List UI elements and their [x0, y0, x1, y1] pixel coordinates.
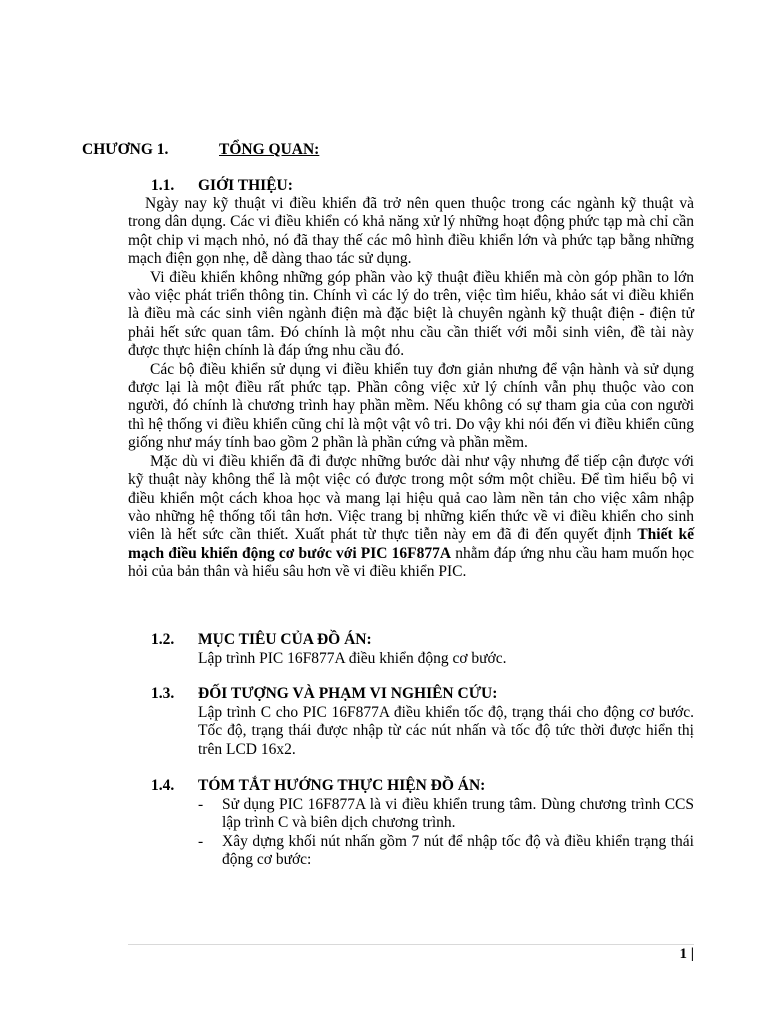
chapter-heading [82, 141, 319, 159]
intro-paragraph-3: Các bộ điều khiển sử dụng vi điều khiển tuy đơn giản nhưng để vận hành và sử dụng được lại là một điều rất phức tạp. Phần công việc xử lý chính vẫn phụ thuộc vào con người, đó chính là chương trình hay phần mềm. Nếu không có sự tham gia của con người thì hệ thống vi điều khiển cũng chỉ là một vật vô tri. Do vậy khi nói đến vi điều khiển cũng giống như máy tính bao gồm 2 phần là phần cứng và phần mềm. [128, 360, 694, 452]
scope-text: Lập trình C cho PIC 16F877A điều khiển tốc độ, trạng thái cho động cơ bước. Tốc độ, trạng thái được nhập từ các nút nhấn và tốc độ tức thời được hiển thị trên LCD 16x2. [198, 704, 694, 758]
list-item-text: Sử dụng PIC 16F877A là vi điều khiển trung tâm. Dùng chương trình CCS lập trình C và biên dịch chương trình. [222, 796, 694, 832]
section-title: MỤC TIÊU CỦA ĐỒ ÁN: [198, 631, 372, 648]
chapter-title: TỔNG QUAN: [219, 141, 320, 158]
page-number: 1 | [679, 946, 694, 962]
section-heading-goal [151, 631, 372, 649]
section-heading-intro [151, 177, 293, 195]
chapter-number: CHƯƠNG 1. [82, 141, 169, 158]
list-item [198, 833, 694, 870]
section-number: 1.3. [151, 685, 175, 702]
list-dash: - [198, 796, 204, 813]
intro-paragraph-4 [128, 453, 694, 582]
project-title-bold: Thiết kế mạch điều khiển động cơ bước với PIC 16F877A [128, 526, 694, 562]
section-number: 1.2. [151, 631, 175, 648]
list-item [198, 796, 694, 833]
intro-paragraph-4-text: Mặc dù vi điều khiển đã đi được những bước dài như vậy nhưng để tiếp cận được với kỹ thuật này không thể là một việc có được trong một sớm một chiều. Để tìm hiểu bộ vi điều khiển một cách khoa học và mang lại hiệu quả cao làm nền tản cho việc xâm nhập vào những hệ thống tối tân hơn. Việc trang bị những kiến thức về vi điều khiển cho sinh viên là hết sức cần thiết. Xuất phát từ thực tiễn này em đã đi đến quyết định [128, 452, 694, 544]
intro-paragraph-2: Vi điều khiển không những góp phần vào kỹ thuật điều khiển mà còn góp phần to lớn vào việc phát triển thông tin. Chính vì các lý do trên, việc tìm hiểu, khảo sát vi điều khiển là điều mà các sinh viên ngành điện mà đặc biệt là chuyên ngành kỹ thuật điện - điện tử phải hết sức quan tâm. Đó chính là một nhu cầu cần thiết với mỗi sinh viên, đề tài này được thực hiện chính là đáp ứng nhu cầu đó. [128, 268, 694, 360]
intro-paragraph-4-end: nhằm đáp ứng nhu cầu ham muốn học hỏi của bản thân và hiểu sâu hơn về vi điều khiển PIC. [128, 544, 694, 581]
section-heading-scope [151, 685, 497, 703]
section-number: 1.4. [151, 777, 175, 794]
section-number: 1.1. [151, 177, 175, 194]
summary-list [198, 796, 694, 870]
intro-body [128, 195, 694, 582]
intro-paragraph-1: Ngày nay kỹ thuật vi điều khiển đã trở nên quen thuộc trong các ngành kỹ thuật và trong dân dụng. Các vi điều khiển có khả năng xử lý những hoạt động phức tạp mà chỉ cần một chip vi mạch nhỏ, nó đã thay thế các mô hình điều khiển lớn và phức tạp bằng những mạch điện gọn nhẹ, dễ dàng thao tác sử dụng. [128, 195, 694, 268]
section-heading-summary [151, 777, 485, 795]
section-title: ĐỐI TƯỢNG VÀ PHẠM VI NGHIÊN CỨU: [198, 685, 498, 702]
section-title: TÓM TẮT HƯỚNG THỰC HIỆN ĐỒ ÁN: [198, 777, 486, 794]
section-title: GIỚI THIỆU: [198, 177, 293, 194]
list-item-text: Xây dựng khối nút nhấn gồm 7 nút để nhập tốc độ và điều khiển trạng thái động cơ bước: [222, 832, 694, 869]
list-dash: - [198, 832, 204, 850]
goal-text: Lập trình PIC 16F877A điều khiển động cơ bước. [198, 650, 507, 667]
footer-divider [128, 944, 694, 945]
